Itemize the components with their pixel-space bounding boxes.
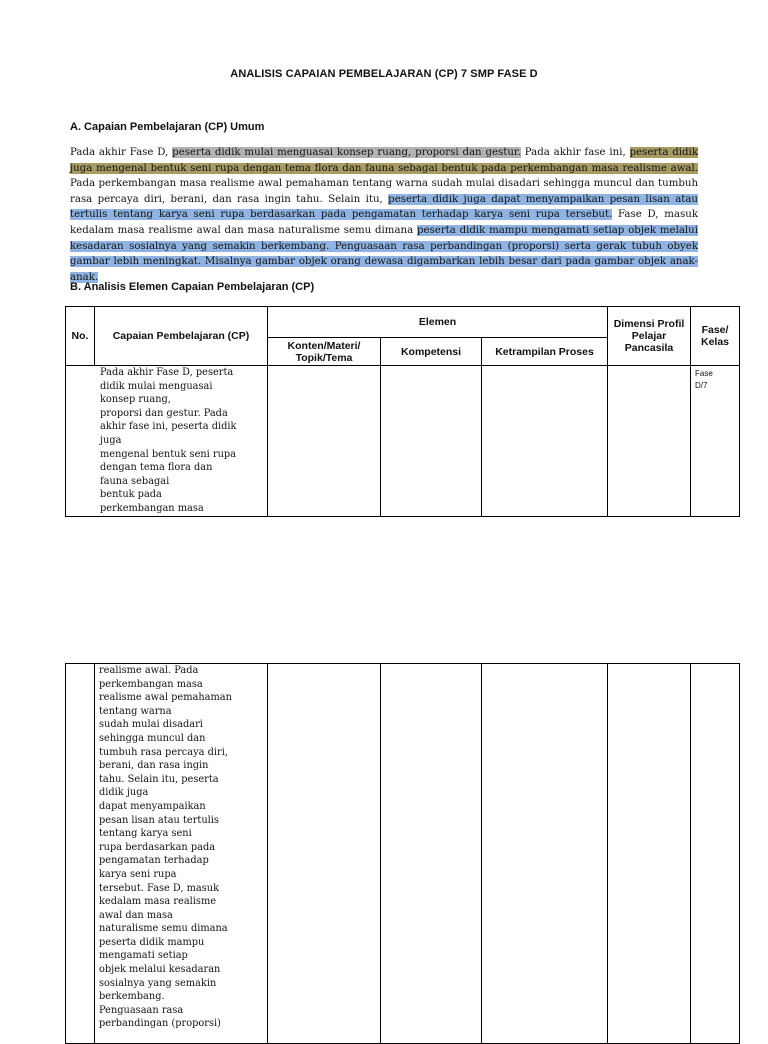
- para-seg-7: Fase D, masuk kedalam masa realisme awal dan masa naturalisme semu dimana: [70, 209, 698, 236]
- row-1-fase-line: D/7: [695, 381, 708, 390]
- row-1-keterampilan: [482, 366, 608, 517]
- row-2-cp-line: kedalam masa realisme: [99, 896, 217, 908]
- para-seg-3: Pada akhir fase ini,: [520, 147, 630, 158]
- para-seg-1: Pada akhir Fase D,: [70, 147, 173, 158]
- row-2-cp-line: tersebut. Fase D, masuk: [99, 882, 220, 894]
- row-2-cp-line: mengamati setiap: [99, 950, 188, 962]
- highlight-blue-1: peserta didik juga dapat menyampaikan pesan lisan atau tertulis tentang karya seni rupa berdasarkan pada pengamatan terhadap karya seni rupa tersebut.: [70, 193, 698, 221]
- row-1-fase-text: [691, 366, 739, 394]
- row-2-cp-line: sudah mulai disadari: [99, 719, 203, 731]
- cp-umum-paragraph: [70, 145, 698, 285]
- row-1-kompetensi: [381, 366, 482, 517]
- row-2-cp-line: tentang warna: [99, 705, 172, 717]
- row-1-cp-line: didik mulai menguasai: [100, 380, 213, 392]
- row-2-cp-line: peserta didik mampu: [99, 936, 205, 948]
- para-seg-5: Pada perkembangan masa realisme awal pemahaman tentang warna sudah mulai disadari sehingga muncul dan tumbuh rasa percaya diri, berani, dan rasa ingin tahu. Selain itu,: [70, 178, 698, 205]
- cp-analysis-table-continued: [65, 663, 740, 1044]
- row-2-cp-line: sehingga muncul dan: [99, 732, 206, 744]
- row-2-cp-line: sosialnya yang semakin: [99, 977, 217, 989]
- row-2-cp-line: awal dan masa: [99, 909, 173, 921]
- row-2-cp-line: pesan lisan atau tertulis: [99, 814, 219, 826]
- row-2-fase: [691, 664, 740, 1044]
- row-1-cp-line: perkembangan masa: [100, 502, 204, 514]
- row-1-cp-line: fauna sebagai: [100, 475, 170, 487]
- row-2-cp-line: dapat menyampaikan: [99, 800, 206, 812]
- table-row-1-cp: [66, 366, 268, 517]
- row-2-cp-line: naturalisme semu dimana: [99, 923, 228, 935]
- table-row-2-cp: [95, 664, 268, 1044]
- highlight-olive: peserta didik juga mengenal bentuk seni rupa dengan tema flora dan fauna sebagai bentuk pada perkembangan masa realisme awal.: [70, 147, 698, 174]
- row-1-cp-line: juga: [100, 434, 122, 446]
- row-2-cp-line: perbandingan (proporsi): [99, 1018, 221, 1030]
- row-1-konten: [268, 366, 381, 517]
- row-2-cp-line: berkembang.: [99, 991, 165, 1003]
- highlight-gray: peserta didik mulai menguasai konsep ruang, proporsi dan gestur.: [172, 147, 521, 158]
- section-b-heading: B. Analisis Elemen Capaian Pembelajaran (CP): [70, 281, 315, 293]
- header-konten: Konten/Materi/ Topik/Tema: [268, 338, 381, 366]
- header-cp: Capaian Pembelajaran (CP): [95, 307, 268, 366]
- row-2-cp-line: rupa berdasarkan pada: [99, 841, 216, 853]
- header-elemen: Elemen: [268, 307, 608, 338]
- row-2-keterampilan: [482, 664, 608, 1044]
- document-title: ANALISIS CAPAIAN PEMBELAJARAN (CP) 7 SMP FASE D: [230, 68, 538, 80]
- row-2-cp-line: tahu. Selain itu, peserta: [99, 773, 219, 785]
- row-2-dimensi: [608, 664, 691, 1044]
- row-1-fase: [691, 366, 740, 517]
- row-2-cp-line: objek melalui kesadaran: [99, 964, 221, 976]
- header-dimensi: Dimensi Profil Pelajar Pancasila: [608, 307, 691, 366]
- section-a-heading: A. Capaian Pembelajaran (CP) Umum: [70, 121, 265, 133]
- row-1-cp-line: bentuk pada: [100, 489, 162, 501]
- row-2-cp-line: realisme awal pemahaman: [99, 692, 232, 704]
- row-2-cp-line: tumbuh rasa percaya diri,: [99, 746, 228, 758]
- row-1-dimensi: [608, 366, 691, 517]
- header-fase: Fase/ Kelas: [691, 307, 740, 366]
- row-1-cp-text: [66, 366, 267, 516]
- row-2-kompetensi: [381, 664, 482, 1044]
- row-2-cp-line: berani, dan rasa ingin: [99, 760, 209, 772]
- row-1-fase-line: Fase: [695, 369, 713, 378]
- row-2-cp-line: tentang karya seni: [99, 828, 192, 840]
- row-2-cp-text: [95, 664, 267, 1031]
- row-2-cp-line: didik juga: [99, 787, 149, 799]
- row-2-cp-line: realisme awal. Pada: [99, 665, 199, 676]
- header-no: No.: [66, 307, 95, 366]
- row-1-cp-line: akhir fase ini, peserta didik: [100, 421, 237, 433]
- header-keterampilan: Ketrampilan Proses: [482, 338, 608, 366]
- row-2-no: [66, 664, 95, 1044]
- row-2-konten: [268, 664, 381, 1044]
- row-1-cp-line: mengenal bentuk seni rupa: [100, 448, 237, 460]
- row-2-cp-line: Penguasaan rasa: [99, 1004, 184, 1016]
- header-kompetensi: Kompetensi: [381, 338, 482, 366]
- cp-analysis-table: [65, 306, 740, 517]
- row-1-cp-line: Pada akhir Fase D, peserta: [100, 367, 234, 378]
- row-1-cp-line: proporsi dan gestur. Pada: [100, 407, 228, 419]
- row-1-cp-line: dengan tema flora dan: [100, 462, 213, 474]
- row-2-cp-line: karya seni rupa: [99, 868, 177, 880]
- highlight-blue-2: peserta didik mampu mengamati setiap objek melalui kesadaran sosialnya yang semakin berkembang. Penguasaan rasa perbandingan (proporsi) serta gerak tubuh obyek gambar lebih meningkat. Misalnya gambar objek orang dewasa digambarkan lebih besar dari pada gambar objek anak-anak.: [70, 224, 698, 283]
- row-2-cp-line: perkembangan masa: [99, 678, 203, 690]
- row-1-cp-line: konsep ruang,: [100, 394, 171, 406]
- row-2-cp-line: pengamatan terhadap: [99, 855, 209, 867]
